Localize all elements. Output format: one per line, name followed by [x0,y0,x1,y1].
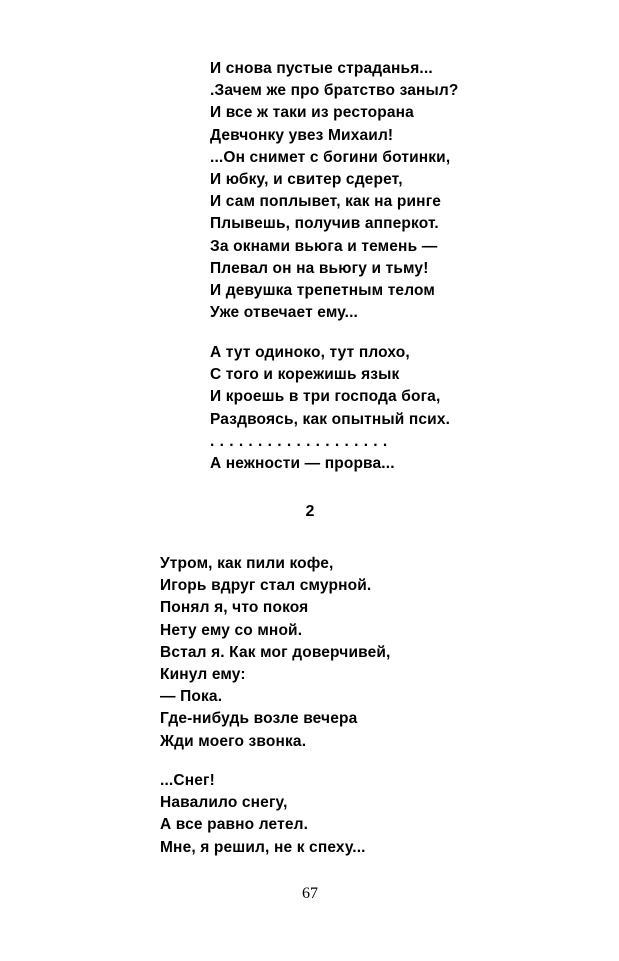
poem-line: С того и корежишь язык [210,366,400,384]
poem-line: ...Снег! [160,772,215,789]
poem-line: И девушка трепетным телом [210,282,436,300]
poem-line: Раздвоясь, как опытный псих. [210,410,451,428]
poem-line: Встал я. Как мог доверчивей, [160,643,391,661]
poem-line: И снова пустые страданья... [210,60,433,77]
poem-stanza [160,770,366,859]
poem-line: Утром, как пили кофе, [160,555,334,572]
poem-line: Понял я, что покоя [160,599,309,617]
poem-line: И все ж таки из ресторана [210,104,414,122]
poem-stanza [210,58,459,324]
page-number: 67 [302,885,318,902]
poem-line: И сам поплывет, как на ринге [210,193,442,211]
poem-line: А нежности — прорва... [210,455,395,473]
poem-line: И кроешь в три господа бога, [210,388,441,406]
poem-line: А все равно летел. [160,816,309,834]
poem-line: Мне, я решил, не к спеху... [160,838,366,856]
section-number: 2 [305,503,315,520]
poem-stanza [210,342,450,475]
poem-line: Плывешь, получив апперкот. [210,215,439,233]
omission-dots: ................... [210,432,393,450]
poem-line: Игорь вдруг стал смурной. [160,577,372,595]
poem-line: .Зачем же про братство заныл? [210,82,459,100]
poem-line: Девчонку увез Михаил! [210,126,394,144]
poem-line: А тут одиноко, тут плохо, [210,344,410,361]
poem-line: — Пока. [160,688,223,706]
poem-stanza [160,553,391,753]
poem-line: И юбку, и свитер сдерет, [210,171,403,189]
poem-line: Нету ему со мной. [160,621,303,639]
poem-line: Уже отвечает ему... [210,304,359,322]
poem-line: Жди моего звонка. [160,732,307,750]
poem-line: Навалило снегу, [160,794,288,812]
poem-line: За окнами вьюга и темень — [210,237,438,255]
poem-line: Плевал он на вьюгу и тьму! [210,259,429,277]
poem-line: Кинул ему: [160,666,246,684]
poem-line: ...Он снимет с богини ботинки, [210,148,451,166]
poem-line: Где-нибудь возле вечера [160,710,358,728]
